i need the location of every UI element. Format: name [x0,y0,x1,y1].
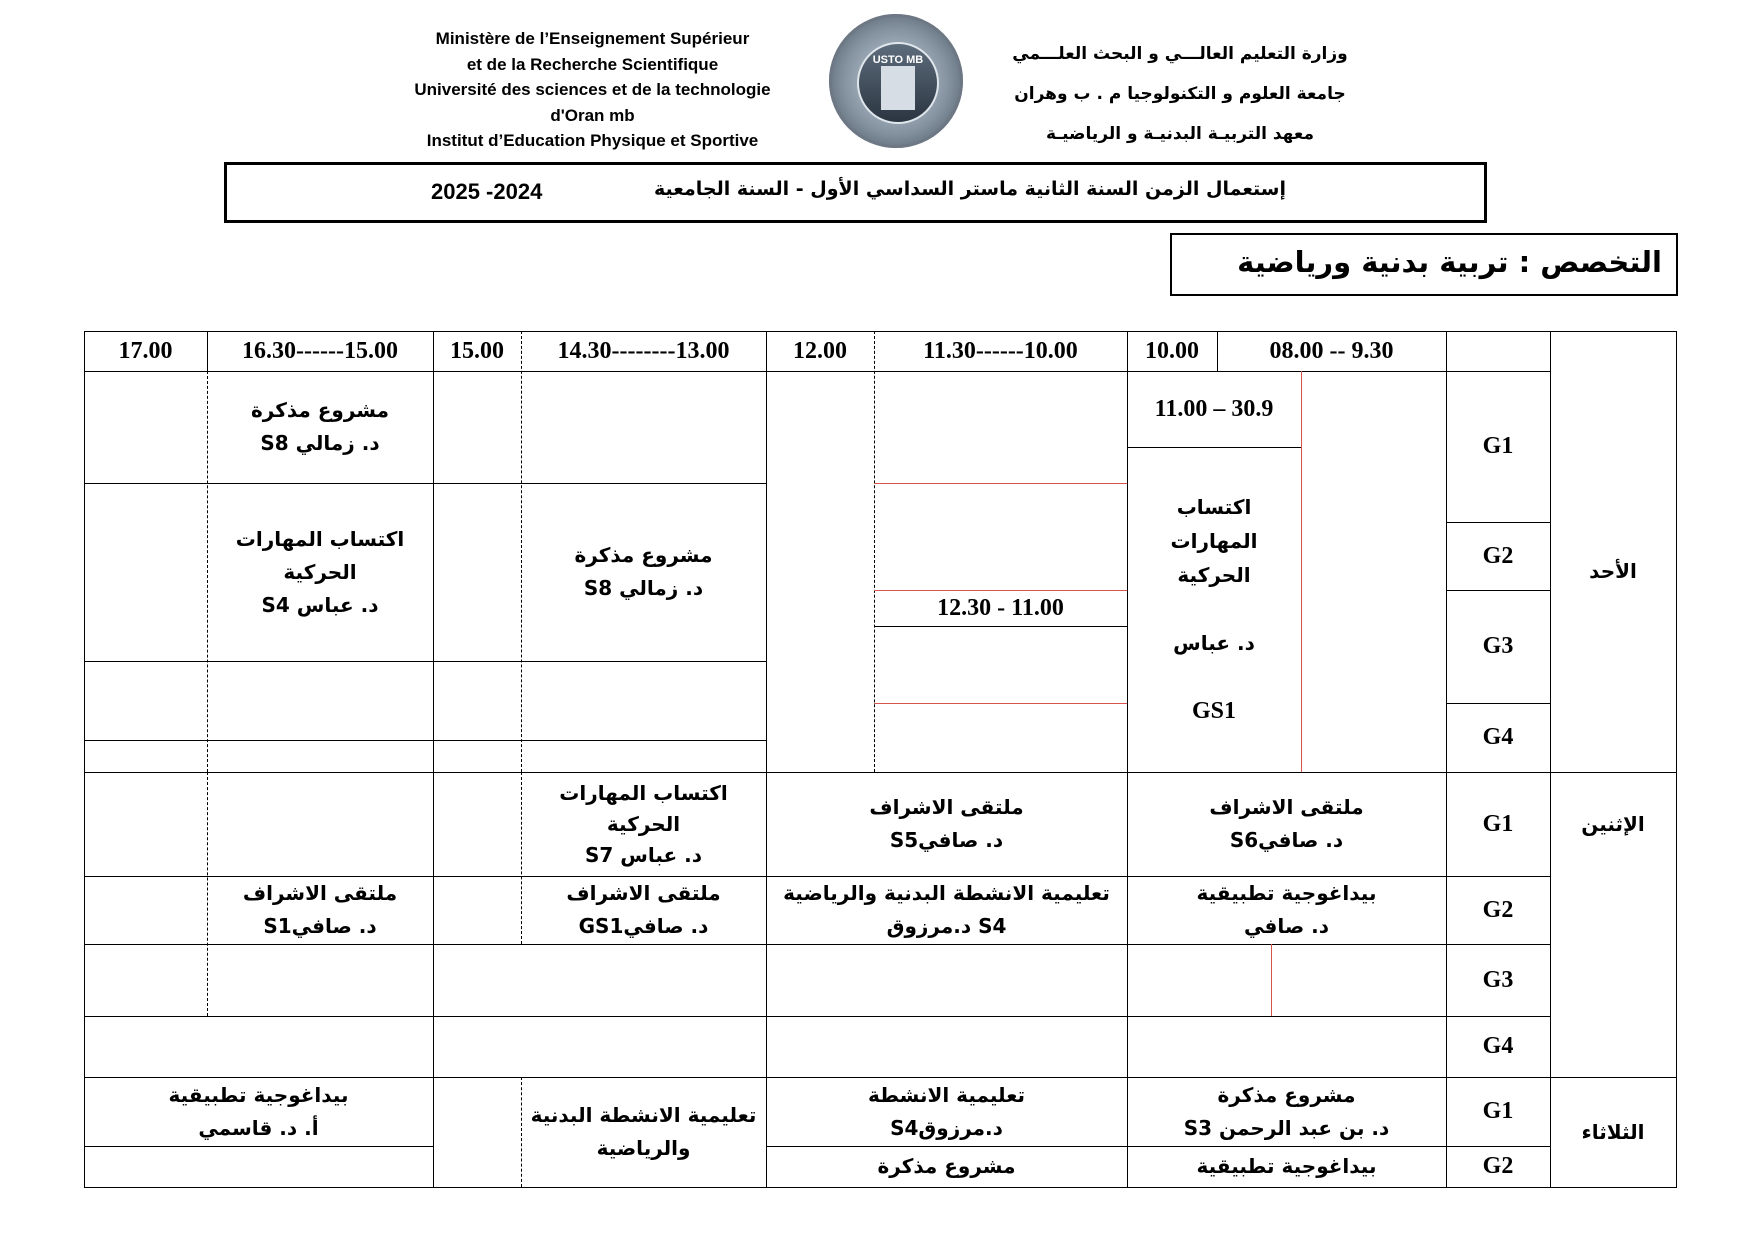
grid-line [84,1016,1551,1017]
grid-line [84,1187,1677,1188]
group-label: G2 [1482,542,1514,569]
header-ar [1010,34,1350,154]
cell-line: اكتساب المهارات [235,526,405,551]
cell-line: S4 د.مرزوق [886,914,1007,938]
tue-g1-0800 [1127,1077,1446,1146]
cell-line: GS1 [1192,698,1237,724]
cell-line: الحركية [1177,563,1251,587]
grid-line [84,944,1551,945]
cell-line: د. صافيS5 [889,828,1004,852]
grid-line [1127,331,1128,1188]
cell-line: د. عباس [1173,631,1255,655]
cell-line: د. صافيS6 [1229,828,1344,852]
header-fr [395,26,790,154]
logo-inner [857,42,939,124]
cell-line: د. عباس S7 [584,842,703,867]
grid-line-red [874,483,1127,484]
header-ar-line: معهد التربيـة البدنيـة و الرياضيـة [1045,124,1315,144]
col-header-1000-1130: 11.30------10.00 [923,337,1078,364]
grid-line [1127,447,1301,448]
building-icon [881,66,915,110]
cell-line: بيداغوجية تطبيقية [168,1082,349,1107]
tue-g1-1500 [84,1077,433,1146]
cell-line: د. زمالي S8 [583,576,704,600]
grid-line [84,1146,434,1147]
header-ar-line: وزارة التعليم العالـــي و البحث العلـــمي [1012,44,1348,64]
group-label: G4 [1482,724,1514,750]
day-monday: الإثنين [1581,811,1645,836]
cell-line: مشروع مذكرة [250,398,390,422]
cell-line: مشروع مذكرة [1217,1082,1356,1107]
col-header-1200: 12.00 [793,337,847,364]
sun-g1-1500 [207,371,433,483]
cell-line: اكتساب المهارات [559,780,728,805]
cell-line: ملتقى الاشراف [566,881,721,905]
header-fr-line: et de la Recherche Scientifique [466,54,719,74]
title-arabic: إستعمال الزمن السنة الثانية ماستر السداسي الأول - السنة الجامعية [654,178,1286,200]
grid-line [84,661,767,662]
group-label: G4 [1482,1033,1514,1059]
mon-g1-1000 [766,772,1127,876]
day-sunday: الأحد [1589,559,1637,583]
grid-line-red [874,703,1127,704]
grid-line-red [1271,944,1272,1016]
cell-line: تعليمية الانشطة البدنية [530,1103,757,1127]
grid-line-red [1301,371,1302,772]
cell-line: بيداغوجية تطبيقية [1196,881,1377,905]
mon-g2-1000 [766,876,1127,944]
speciality-box [1170,233,1678,296]
cell-line: د. صافي [1244,914,1329,938]
header-fr-line: Institut d’Education Physique et Sportive [426,131,759,150]
cell-line: الحركية [606,811,681,836]
mon-g2-1330 [521,876,766,944]
cell-line: د. صافيS1 [263,914,377,938]
group-label: G3 [1482,966,1514,993]
header-fr-line: d'Oran mb [550,105,635,125]
tue-g2-1000: مشروع مذكرة [877,1154,1016,1178]
group-label: G1 [1482,810,1514,837]
grid-line [874,626,1127,627]
grid-line-dashed [874,331,875,772]
group-label: G2 [1482,1153,1514,1179]
speciality-text: التخصص : تربية بدنية ورياضية [1237,245,1662,279]
mon-g2-0800 [1127,876,1446,944]
grid-line [1676,331,1677,1188]
cell-line: تعليمية الانشطة [868,1082,1026,1107]
tue-g1-1000 [766,1077,1127,1146]
cell-line: أ. د. قاسمي [198,1115,319,1140]
mon-g1-1330 [521,772,766,876]
sun-g2-1330 [521,483,766,661]
sun-time-range-2: 12.30 - 11.00 [937,594,1064,621]
group-label: G1 [1482,433,1514,459]
cell-line: ملتقى الاشراف [1209,795,1364,819]
group-label: G3 [1482,633,1514,659]
cell-line: والرياضية [596,1136,691,1160]
tue-1330 [521,1077,766,1187]
col-header-1700: 17.00 [118,337,173,364]
sun-time-range: 11.00 – 30.9 [1154,395,1274,422]
group-label: G1 [1482,1098,1514,1124]
sun-skills-gs1 [1127,490,1301,730]
col-header-1300-1430: 14.30--------13.00 [557,337,730,364]
university-logo [829,14,963,148]
grid-line [84,740,767,741]
grid-line [766,331,767,1188]
cell-line: د.مرزوقS4 [890,1115,1003,1140]
col-header-1500: 15.00 [450,337,504,364]
logo-text: USTO MB [872,54,924,66]
cell-line: ملتقى الاشراف [869,795,1024,819]
cell-line: د. بن عبد الرحمن S3 [1183,1115,1390,1140]
cell-line: د. عباس S4 [261,592,379,617]
sun-g2-1500 [207,483,433,661]
mon-g2-1500 [207,876,433,944]
cell-line: د. صافيGS1 [578,914,709,938]
header-ar-line: جامعة العلوم و التكنولوجيا م . ب وهران [1014,84,1346,104]
header-fr-line: Université des sciences et de la technologie [414,80,771,99]
cell-line: اكتساب [1176,495,1252,519]
col-header-1500-1630: 16.30------15.00 [242,337,398,364]
cell-line: ملتقى الاشراف [242,881,398,905]
mon-g1-0800 [1127,772,1446,876]
col-header-0800: 08.00 -- 9.30 [1269,337,1394,364]
tue-g2-0800: بيداغوجية تطبيقية [1196,1154,1377,1178]
grid-line [84,331,85,1188]
col-header-1000: 10.00 [1145,337,1199,364]
day-tuesday: الثلاثاء [1581,1119,1645,1144]
cell-line: تعليمية الانشطة البدنية والرياضية [783,881,1110,905]
grid-line [433,331,434,1188]
title-box [224,162,1487,223]
group-label: G2 [1482,896,1514,923]
header-fr-line: Ministère de l’Enseignement Supérieur [435,29,750,48]
cell-line: مشروع مذكرة [574,543,713,567]
title-year: 2025 -2024 [431,179,543,204]
cell-line: الحركية [283,559,357,584]
cell-line: المهارات [1170,529,1258,553]
cell-line: د. زمالي S8 [260,431,380,455]
